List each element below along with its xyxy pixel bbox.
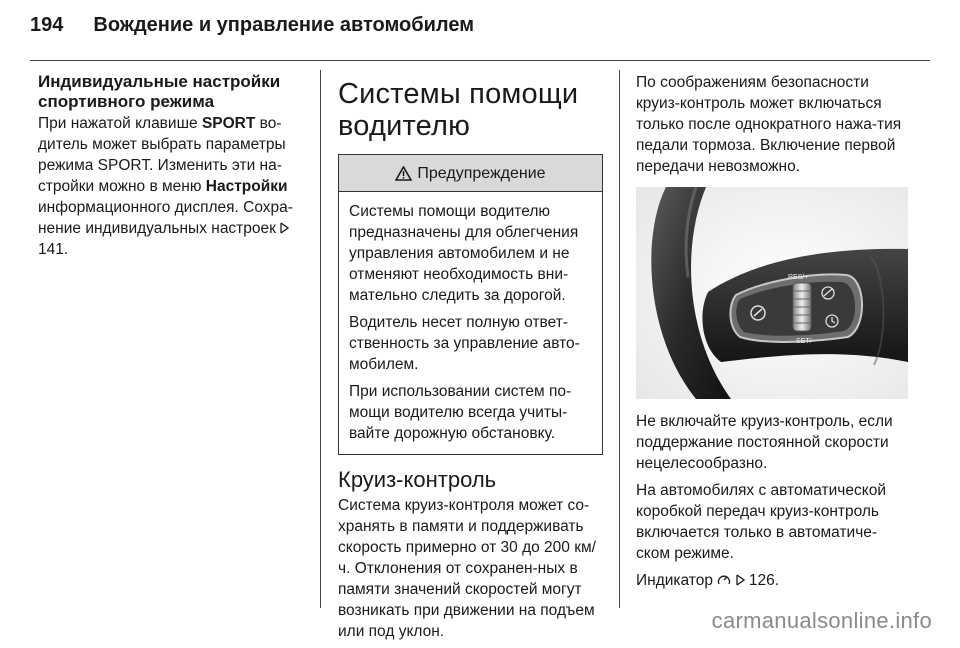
column-divider-1	[320, 70, 321, 608]
warning-box	[338, 154, 603, 455]
sport-key-label: SPORT	[201, 115, 256, 132]
warning-header	[339, 155, 602, 192]
section-title-driver-assist	[338, 78, 603, 142]
text-run: информационного дисплея. Сохра-нение индивидуальных настроек	[38, 199, 293, 237]
header-rule	[30, 60, 930, 61]
reference-link[interactable]	[736, 572, 779, 589]
column-3	[636, 72, 908, 597]
warning-title: Предупреждение	[417, 164, 546, 182]
page-reference-icon	[736, 574, 745, 586]
settings-menu-label: Настройки	[205, 178, 288, 195]
warning-paragraph: При использовании систем по-мощи водителю всегда учиты-вайте дорожную обстановку.	[349, 383, 572, 442]
text-run: Индикатор	[636, 572, 718, 589]
text-run: При нажатой клавише	[38, 115, 202, 132]
sport-paragraph	[38, 113, 310, 260]
column-1	[38, 72, 310, 266]
text-run: во-дитель может выбрать параметры режима SPORT. Изменить эти на-стройки можно в меню	[38, 115, 286, 195]
caution-paragraph: Не включайте круиз-контроль, если поддержание постоянной скорости нецелесообразно.	[636, 413, 893, 472]
steering-wheel-photo	[636, 187, 908, 399]
safety-paragraph: По соображениям безопасности круиз-контроль может включаться только после однократного нажа-тия педали тормоза. Включение первой передачи невозможно.	[636, 74, 902, 175]
indicator-paragraph	[636, 570, 908, 591]
watermark: carmanualsonline.info	[711, 608, 932, 633]
page-header	[30, 14, 474, 44]
heading-line: Индивидуальные настройки	[38, 72, 281, 91]
automatic-paragraph: На автомобилях с автоматической коробкой передач круиз-контроль включается только в автоматиче-ском режиме.	[636, 482, 886, 562]
cruise-control-indicator-icon	[717, 573, 731, 587]
reference-page: 126.	[748, 572, 780, 589]
page-reference-icon	[280, 222, 289, 234]
page-number: 194	[30, 14, 64, 36]
warning-body	[339, 192, 602, 454]
warning-triangle-icon	[395, 166, 412, 181]
reference-page: 141.	[38, 241, 69, 258]
page-title: Вождение и управление автомобилем	[93, 14, 474, 36]
section-heading-cruise-control: Круиз-контроль	[338, 467, 497, 492]
title-line: водителю	[338, 110, 471, 142]
title-line: Системы помощи	[338, 78, 579, 110]
column-2	[338, 72, 603, 648]
res-plus-label: RES/+	[788, 274, 809, 281]
warning-paragraph: Системы помощи водителю предназначены для облегчения управления автомобилем и не отменяют необходимость вни-мательно следить за дорогой.	[349, 203, 579, 304]
warning-paragraph: Водитель несет полную ответ-ственность за управление авто-мобилем.	[349, 314, 580, 373]
heading-line: спортивного режима	[38, 92, 215, 111]
section-heading-sport	[38, 72, 310, 112]
set-minus-label: SET/-	[796, 338, 814, 345]
cruise-paragraph: Система круиз-контроля может со-хранять в памяти и поддерживать скорость примерно от 30 до 200 км/ч. Отклонения от сохранен-ных в памяти значений скоростей могут возникать при движении на подъем или под уклон.	[338, 497, 596, 640]
column-divider-2	[619, 70, 620, 608]
